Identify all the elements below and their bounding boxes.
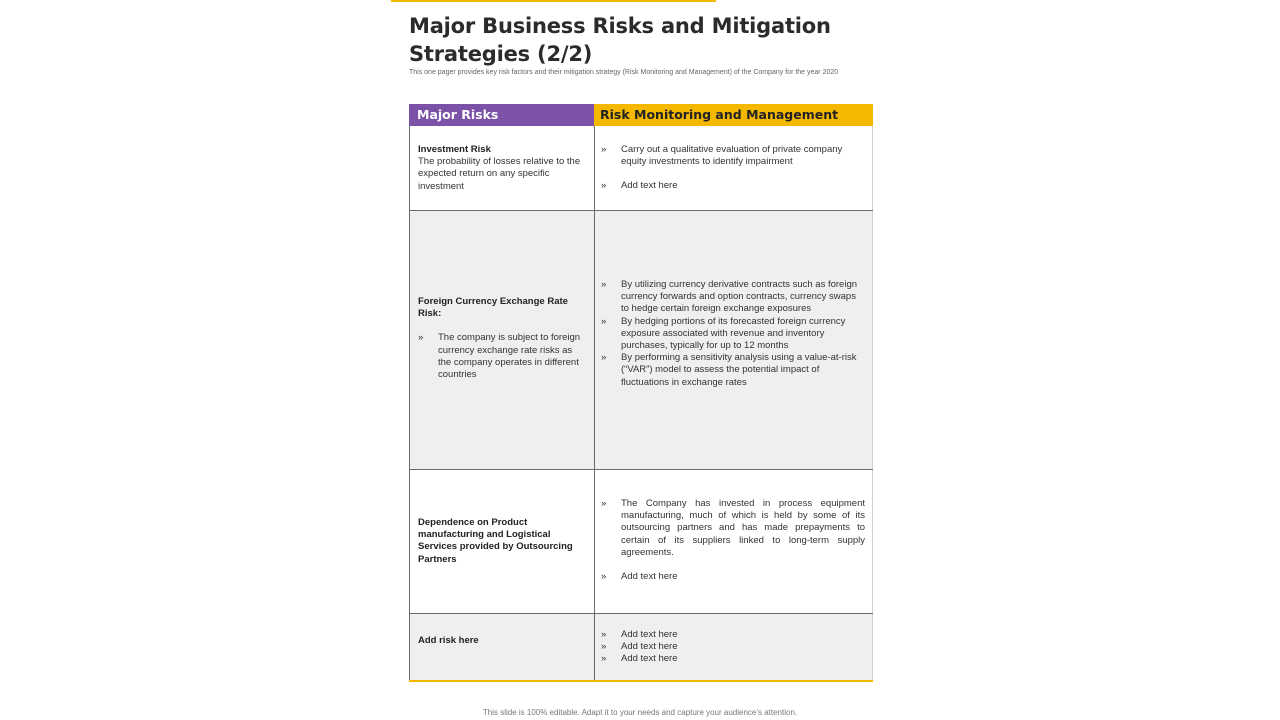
risk-table (409, 104, 873, 682)
bullet-marker: » (601, 629, 607, 640)
table-row (409, 470, 873, 614)
bullet-marker: » (601, 144, 607, 155)
list-item: » Add text here (601, 571, 678, 583)
risk-cell (409, 211, 595, 469)
header-risk-monitoring: Risk Monitoring and Management (594, 104, 873, 126)
risk-cell (409, 126, 595, 210)
bullet-marker: » (601, 653, 607, 665)
mitigation-cell (595, 470, 873, 613)
list-item: » By hedging portions of its forecasted foreign currency exposure associated with revenue and inventory purchases, typically for up to 12 months (601, 315, 846, 352)
mitigation-cell (595, 126, 873, 210)
table-row (409, 211, 873, 470)
bottom-accent-line (409, 680, 873, 682)
page-subtitle: This one pager provides key risk factors and their mitigation strategy (Risk Monitoring and Management) of the Company for the year 2020 (409, 69, 839, 76)
list-item: » Add text here (601, 180, 678, 192)
list-item: » By performing a sensitivity analysis using a value-at-risk (“VAR”) model to assess the potential impact of fluctuations in exchange rates (601, 352, 857, 388)
list-item: » Carry out a qualitative evaluation of private company equity investments to identify impairment (601, 144, 843, 168)
risk-title: Dependence on Product manufacturing and Logistical Services provided by Outsourcing Partners (418, 517, 573, 565)
bullet-marker: » (601, 641, 607, 653)
risk-title: Foreign Currency Exchange Rate Risk: (418, 296, 568, 320)
risk-title: Investment Risk (418, 144, 491, 155)
top-accent-bar (391, 0, 716, 2)
bullet-marker: » (601, 571, 607, 583)
bullet-marker: » (601, 180, 607, 192)
page-title: Major Business Risks and Mitigation Strategies (2/2) (409, 14, 831, 66)
list-item: » Add text here (601, 653, 678, 665)
list-item: » The Company has invested in process equipment manufacturing, much of which is held by some of its outsourcing partners and has made prepayments to certain of its suppliers linked to long-term supply agreements. (601, 498, 865, 558)
bullet-marker: » (601, 279, 607, 290)
risk-cell (409, 614, 595, 682)
bullet-marker: » (601, 352, 607, 364)
bullet-marker: » (601, 315, 607, 327)
risk-cell (409, 470, 595, 613)
footer-note: This slide is 100% editable. Adapt it to your needs and capture your audience’s attention. (482, 708, 798, 717)
mitigation-cell (595, 614, 873, 682)
header-major-risks: Major Risks (409, 104, 594, 126)
list-item: » By utilizing currency derivative contracts such as foreign currency forwards and option contracts, currency swaps to hedge certain foreign exchange exposures (601, 279, 858, 315)
mitigation-cell (595, 211, 873, 469)
table-header (409, 104, 873, 126)
bullet-marker: » (418, 332, 424, 344)
list-item: » Add text here (601, 641, 678, 653)
list-item: » The company is subject to foreign currency exchange rate risks as the company operates in different countries (418, 332, 581, 381)
list-item: » Add text here (601, 629, 678, 640)
risk-title: Add risk here (418, 635, 479, 646)
table-row (409, 614, 873, 682)
risk-description: The probability of losses relative to the expected return on any specific investment (418, 156, 581, 192)
table-row (409, 126, 873, 211)
bullet-marker: » (601, 498, 607, 509)
